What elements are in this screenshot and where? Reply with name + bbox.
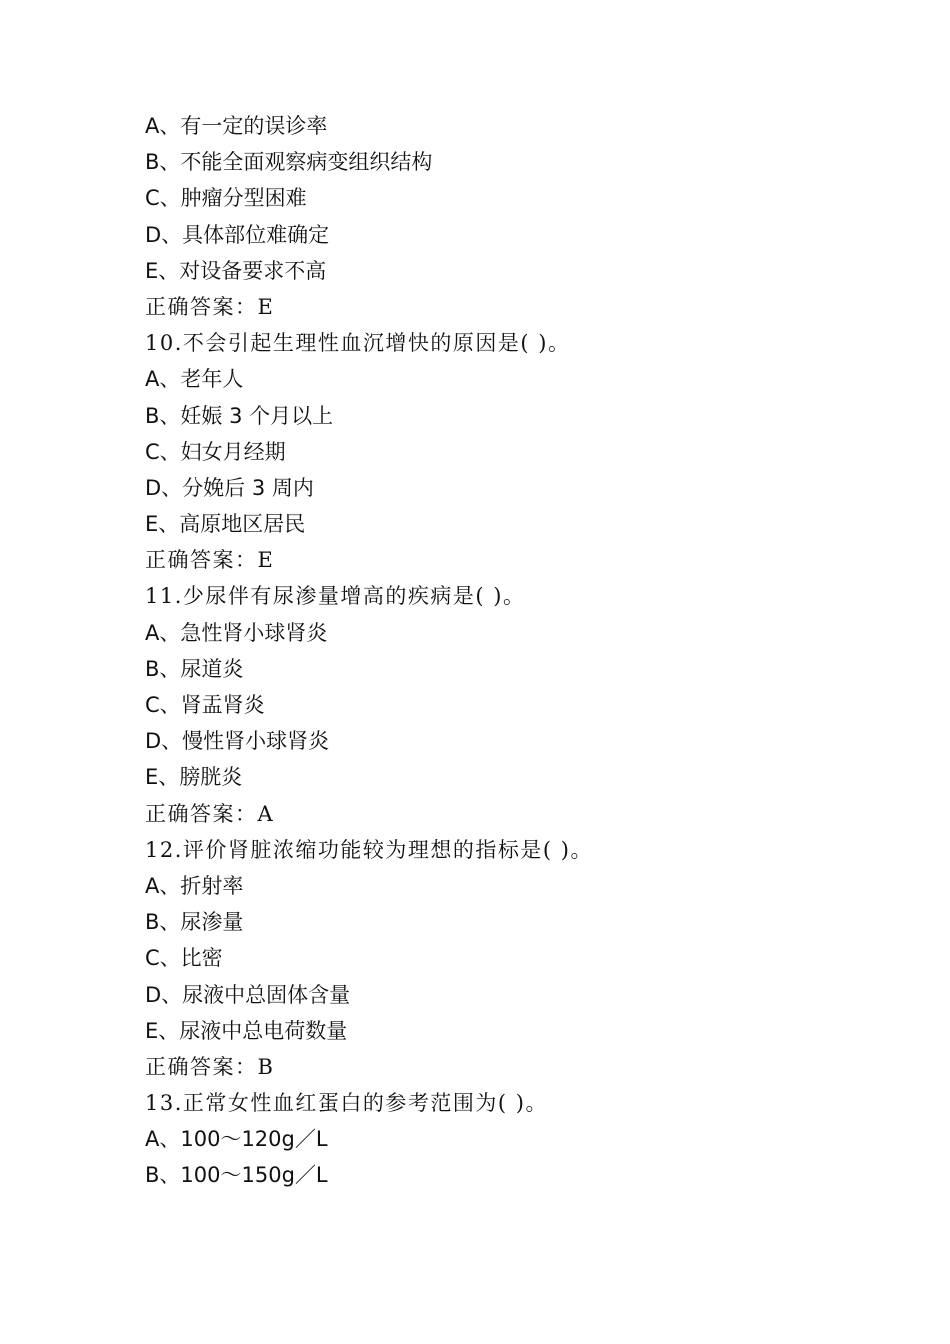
question-text: 13.正常女性血红蛋白的参考范围为( )。 [145,1091,548,1116]
option-b: B、100～150g／L [145,1163,328,1188]
question-list [145,108,905,1194]
option-d: D、分娩后 3 周内 [145,475,314,500]
question-text: 11.少尿伴有尿渗量增高的疾病是( )。 [145,584,526,609]
option-a: A、100～120g／L [145,1127,328,1152]
option-a: A、急性肾小球肾炎 [145,620,328,645]
option-e: E、高原地区居民 [145,512,306,537]
option-e: E、对设备要求不高 [145,258,327,283]
option-a: A、有一定的误诊率 [145,114,328,138]
question-text: 12.评价肾脏浓缩功能较为理想的指标是( )。 [145,837,593,862]
option-a: A、老年人 [145,367,244,392]
option-c: C、肾盂肾炎 [145,693,265,717]
option-c: C、比密 [145,946,223,971]
option-b: B、妊娠 3 个月以上 [145,403,334,428]
question-text: 10.不会引起生理性血沉增快的原因是( )。 [145,331,571,356]
correct-answer: 正确答案：B [145,1054,275,1079]
option-b: B、尿渗量 [145,910,244,935]
option-d: D、具体部位难确定 [145,222,330,247]
option-b: B、尿道炎 [145,656,244,681]
option-d: D、慢性肾小球肾炎 [145,729,330,754]
option-e: E、膀胱炎 [145,765,243,790]
correct-answer: 正确答案：E [145,294,275,319]
option-e: E、尿液中总电荷数量 [145,1018,348,1043]
option-c: C、妇女月经期 [145,439,286,464]
correct-answer: 正确答案：E [145,548,275,573]
correct-answer: 正确答案：A [145,801,275,826]
option-b: B、不能全面观察病变组织结构 [145,150,433,175]
option-c: C、肿瘤分型困难 [145,186,307,211]
option-a: A、折射率 [145,873,244,898]
option-d: D、尿液中总固体含量 [145,982,351,1007]
